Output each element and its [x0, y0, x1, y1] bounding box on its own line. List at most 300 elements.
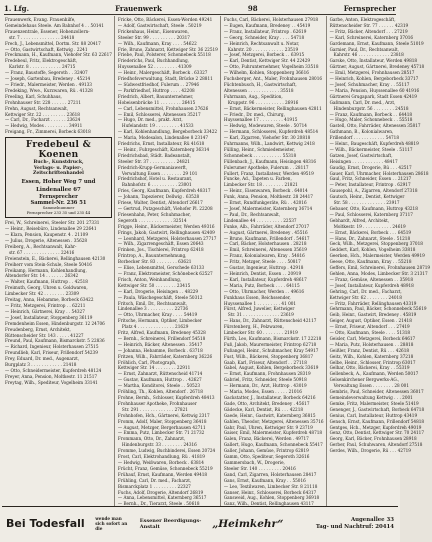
directory-entry: Bismarckplatz 1 . . . . . . . . . 22327	[117, 483, 191, 489]
directory-entry: — Friedr., Dr. med., Chirurg,	[223, 111, 285, 117]
directory-entry: Geitz, Wilh., Kohlen, Katernberg 37218	[329, 353, 414, 359]
directory-entry: Gebauer, Otto, Kaufmann, Huttrop 43218	[329, 206, 418, 211]
directory-entry: Gehlen, Anna, Modes, Limbecker Str. 3 21317	[329, 270, 428, 276]
directory-entry: — Richard, Ingenieur, Holsterhausen 27515	[5, 344, 99, 350]
directory-entry: Gensch, Ernst, Kaufmann, Frillendorf 54818	[329, 418, 425, 424]
directory-entry: Galler, Johann, Gemüse, Frintrop 62819	[223, 448, 309, 454]
directory-entry: — Fritz, Metzger, Steele . . . . 50817	[223, 259, 301, 265]
directory-entry: Geisler, Carl, Metzgerei, Borbeck 64617	[329, 335, 416, 341]
directory-entry: Gelhar, Otto, Bäckerei, Kray . . 55319	[329, 365, 410, 371]
directory-entry: — Peter, Installateur, Frintrop . 62917	[329, 182, 411, 188]
directory-entry: Geffers, Emil, Schreinerei, Frohnhausen 28719	[329, 265, 431, 271]
directory-entry: — Julius, Drogerie, Altenessen . 35628	[5, 238, 88, 244]
directory-entry: Fürth, Leo, Kaufmann, Bismarckstr. 17 22218	[223, 335, 322, 341]
directory-entry: — Paul, Schlosserei, Katernberg 37117	[329, 211, 413, 217]
directory-entry: — Eugen, Kaufmann, Bredeney . . 45419	[223, 22, 311, 28]
directory-entry: Lindenallee 3 . . . . . . . . . . 22736	[117, 306, 188, 312]
directory-entry: — Emil, Schlosserei, Altenessen 35217	[117, 111, 201, 117]
directory-entry: — Maria, Putz, Holsterhausen . . 28818	[329, 341, 414, 347]
directory-entry: Hufelandstr. 19 . . . . . . . . . 41533	[121, 123, 194, 129]
directory-entry: Frey, Eduard, Dr. med., Augenarzt,	[5, 356, 80, 362]
directory-entry: Fredeking, Wwe., Kurzwaren, Rü . 41328	[5, 87, 93, 93]
directory-entry: Kettwiger Str. 62 . . . . . . . . 24018	[329, 294, 402, 300]
directory-entry: Limbecker Str. 60 . . . . . . . . 21919	[223, 330, 298, 336]
directory-entry: Fröhling, Th., Kohlen, Altendorf . 26718	[117, 389, 203, 395]
directory-entry: — Hugo, Maler, Schonnebeck . . 55518	[329, 117, 413, 123]
directory-entry: — Fritz, Metzgerei, Frintrop . . 62211	[5, 303, 86, 308]
directory-entry: — Ernst, Bäckerei, Borbeck . . . 64519	[329, 229, 412, 235]
directory-entry: Frühling, Carl, Dr. med., Facharzt,	[117, 477, 192, 483]
directory-entry: Fritz, Alfred, Kaufmann, Bredeney 45328	[117, 330, 206, 336]
directory-entry: — Ernst, Zahnarzt, Rüttenscheid 41714	[117, 371, 203, 377]
directory-entry: Karlstr. 8 . . . . . . . . . . . . 24715	[9, 64, 76, 70]
directory-entry: Frei, W., Schreinerei, Steeler Str. 201 27331	[5, 220, 100, 226]
directory-entry: Füchtenbusch, H., Gastwirtschaft,	[223, 81, 297, 87]
directory-entry: Geerken, Hch., Malermeister, Werden 49919	[329, 253, 425, 259]
directory-entry: — Johann, Tapezierer, Dellwig . 63528	[117, 194, 200, 200]
directory-entry: Gahlen, Theodor, Metzgerei, Altenessen 35716	[223, 418, 324, 424]
directory-entry: Fricke, Otto, Bäckerei, Essen-Werden 49241	[117, 17, 213, 22]
directory-entry: Gemeindehaus Steele. Am Bahnhof 4 . . 50141	[5, 22, 104, 28]
directory-entry: Limbecker Str. 18 . . . . . . . . 21821	[223, 182, 298, 188]
directory-entry: — Ernst, Friseur, Altendorf . . . 27419	[329, 324, 410, 330]
directory-entry: Friedrichsbad, Städt. Badeanstalt,	[117, 152, 192, 158]
directory-entry: — Gertrud, Putzgeschäft, Viehofer Pl. 22208	[117, 206, 213, 211]
directory-entry: Huyssenallee 17 . . . . . . . . . 41915	[223, 117, 298, 123]
directory-entry: Gautsch, Heinr., Dentist, Kettwiger	[329, 194, 405, 200]
footer-address-line1: Augenallee 33	[350, 517, 394, 524]
directory-entry: — Carl, Lebensmittel, Frohnhausen 27626	[117, 105, 209, 111]
directory-entry: Limbecker Str. 42 . . . . . . . . 23309	[5, 291, 79, 297]
directory-entry: Fritsche, Hermann, Optiker, Limbecker	[117, 318, 202, 324]
directory-entry: Fuchs, Adolf, Drogerie, Altendorf 26819	[117, 489, 204, 495]
directory-entry: Frommann, Otto, Dr., Zahnarzt,	[117, 436, 186, 442]
directory-entry: Gackstatter, J., Installateur, Borbeck 64216	[223, 395, 316, 400]
directory-entry: Gastell, Otto, Fahrräder, Altenessen 35817	[329, 123, 421, 129]
directory-entry: Fries, Georg, Kaufmann, Kupferdreh 48317	[117, 188, 211, 194]
directory-entry: — Johanna, Hebamme, Borbeck . 63718	[117, 347, 203, 353]
directory-entry: Galen, Franz, Bäckerei, Werden . 49717	[223, 436, 309, 442]
directory-entry: Frohnhofen, Hch., Gärtnerei, Kettwig 2317	[117, 412, 210, 418]
directory-entry: Frech, J., Lebensmittel, Dortm. Str. 88 20417	[5, 40, 101, 46]
directory-entry: — Josef, Metzgerei, Borbeck . . 63915	[223, 52, 305, 58]
directory-entry: — Hans, Dr., Zahnarzt, Steele . 51218	[329, 235, 411, 241]
directory-entry: Kahrstr. 20 . . . . . . . . . . . . 23519	[227, 46, 299, 52]
directory-entry: Freienstein, E., Bäckerei, Rellinghausen 42130	[5, 255, 106, 261]
directory-entry: — Franz, Baustoffe, Segeroth . . 32407	[5, 70, 88, 76]
directory-entry: — August, Metzger, Bergerhausen 42711	[117, 424, 206, 430]
directory-entry: Genz, Otto, Dentist, Kettwiger Str. 70 24117	[329, 430, 424, 436]
directory-entry: Gaul, Fritz, Schneider, Essen . . 21217	[329, 176, 412, 182]
directory-entry: Freiherr vom Stein-Schule, Steele 50416	[5, 261, 92, 267]
directory-entry: Gelbe, Heinr., Schlosser, Frintrop 63017	[329, 359, 416, 365]
directory-entry: Funk, Anna, Pension, Moltkestr. 28 24417	[223, 194, 313, 200]
directory-entry: Gaudig, Ernst, Drogerie, Rü . . . 42517	[329, 164, 412, 170]
directory-entry: Freimuth, Georg, Uhren u. Goldwaren,	[5, 285, 88, 291]
directory-entry: Gansweid, Aug., Kohlen, Stoppenberg 36918	[223, 495, 320, 501]
directory-entry: — Georg, Schneider, Kray . . . . 54718	[223, 34, 305, 40]
directory-entry: — Karl, Schreinerei, Katernberg 37016	[329, 34, 414, 40]
directory-entry: — Heinr., Baugeschäft, Kupferdreh 48819	[329, 141, 419, 147]
directory-entry: — Carl, Bäcker, Holsterhausen . 28218	[223, 241, 307, 247]
header-left: 1. Lfg.	[4, 3, 30, 13]
directory-entry: Freigang, Fr., Zimmerei, Borbeck 63018	[5, 129, 91, 135]
directory-entry: Gaiser, Emil, Malermeister, Kupferdreh 48718	[223, 430, 323, 436]
directory-entry: Frauenwerk, Evang. Frauenhilfe,	[5, 17, 76, 22]
directory-entry: — Karl, Kohlenhandlung, Bergeborbeck 33422	[117, 129, 218, 135]
directory-entry: Gammersbach, W., Drogerie,	[223, 459, 285, 465]
directory-entry: — Wilhelm, Kohlen, Stoppenberg 36616	[223, 70, 309, 76]
directory-entry: Freytag, Wilh., Spediteur, Vogelheim 33141	[5, 379, 98, 385]
directory-entry: — Hugo, Dr. med., prakt. Arzt,	[117, 117, 183, 123]
directory-entry: Fürstenberg, H., Pelzwaren,	[223, 324, 284, 330]
footer-brand: „Heimkehr“	[212, 517, 284, 530]
directory-entry: Freiberg, A., Rechtsanwalt, Kahr-	[5, 243, 77, 249]
directory-entry: — Otto, Fuhrunternehmer, Vogelheim 33518	[223, 64, 319, 70]
directory-entry: Funcke, Ad., Tapeten u. Farben,	[223, 176, 292, 182]
directory-entry: — Hedwig, Modewaren, Steele . 50714	[223, 123, 307, 129]
directory-entry: Freitag, Anna, Hebamme, Borbeck 63422	[5, 297, 94, 303]
directory-entry: Fürst, Alfred, Juwelier, Kettwiger	[223, 306, 295, 312]
directory-entry: — Emil, Metzgerei, Frohnhausen 28517	[329, 70, 415, 76]
directory-entry: Frigge, Heinr., Bäckermeister, Werden 49316	[117, 223, 215, 229]
directory-entry: Gade, Otto, Architekt, Bredeney . 45617	[223, 400, 310, 406]
advertisement-fredebeul-koenen	[5, 137, 112, 218]
directory-entry: Friedrich, Albert, Bauunternehmer,	[117, 93, 194, 99]
directory-entry: Kettwiger Str. 22 . . . . . . . . . 23618	[5, 111, 80, 117]
directory-entry: — Anna, Lebensmittel, Katernberg 36517	[117, 495, 207, 501]
directory-entry: — Hedwig, Modes . . . . . . . . . 34911	[5, 123, 83, 129]
directory-entry: — Franz, Kaufmann, Borbeck . . 64418	[329, 111, 413, 117]
directory-entry: Gehrmann, Paul, Bäcker, Schonnebeck 55619	[329, 306, 427, 312]
directory-entry: Frickenhaus, Heinr., Eisenwaren,	[117, 28, 189, 34]
directory-entry: — Wilh., Bäckermeister, Steele . 51117	[329, 146, 413, 152]
directory-entry: — Josef, Malermeister, Katernberg 36714	[223, 206, 313, 211]
directory-entry: — Karl, Zigarren, Viehofer Str. 30 20818	[223, 135, 311, 141]
directory-entry: — Josef, Schuhmacher, Kray . . 55117	[329, 81, 410, 87]
directory-entry: Gaab, Karl, Friseur, Altendorf . . 27118	[223, 359, 307, 365]
directory-entry: — Josef, Installateur, Kupferdreh 48918	[329, 282, 414, 288]
directory-entry: Hindenburgstr. 33 . . . . . . . . 24316	[121, 442, 197, 448]
directory-columns	[2, 16, 431, 507]
directory-entry: Funke, Alb., Fahrräder, Altendorf 27017	[223, 223, 310, 229]
directory-entry: Gathmann, B., Kolonialwaren,	[329, 129, 394, 135]
directory-entry: Gädecke, Karl, Dentist, Rü . . . 42218	[223, 406, 304, 412]
directory-entry: Funkhaus Essen, Reichssender,	[223, 294, 291, 300]
directory-entry: Fromme, Ludwig, Buchbinderei, Essen 20724	[117, 448, 216, 454]
directory-entry: — Paula, Wäschegeschäft, Steele 50312	[117, 294, 203, 300]
directory-entry: Fußangel, Heinr., Schuhmacher, Kray 54917	[223, 347, 319, 353]
directory-entry: — Ernst, Bäckermeister, Rellinghausen 42811	[223, 105, 322, 111]
directory-entry: Schonnebeck . . . . . . . . . . . 55318	[223, 152, 297, 158]
ad-line9: Sammel-Nr. 236 51	[30, 199, 87, 206]
directory-entry: Fuhrmanns, Wilh., Landwirt, Kettwig 2418	[223, 141, 315, 147]
page-number: 98	[247, 3, 258, 13]
directory-entry: — Franz, Installateur, Frintrop . 62619	[223, 28, 307, 34]
column-2	[115, 16, 221, 507]
directory-entry: Gemeindeverwaltung Kettwig . . . 2001	[329, 395, 413, 400]
directory-entry: Frintrop, A., Bauunternehmung,	[117, 253, 187, 259]
directory-entry: Platz 4 . . . . . . . . . . . . . . 21629	[121, 324, 189, 330]
directory-entry: Gallert, Hugo, Kaufmann, Schonnebeck 55417	[223, 442, 323, 448]
directory-entry: — Wilh., Kaufmann, Kray . . . . 54622	[117, 40, 197, 46]
directory-entry: Moltkestr. 19 . . . . . . . . . . . 24619	[333, 223, 406, 229]
directory-entry: — Heinr., Malergeschäft, Borbeck . 63327	[117, 70, 208, 76]
footer-address	[294, 517, 394, 530]
ad-line10: Sammelnummer	[42, 204, 75, 210]
directory-entry: — Elise, Lebensmittel, Gerschede 63133	[117, 265, 205, 271]
directory-entry: — Otto, Schneidermeister, Kupferdreh 48124	[5, 367, 102, 373]
footer-company: Essener Beerdigungs-Anstalt	[139, 517, 202, 530]
directory-entry: Geib, Heinr., Gastwirt, Bredeney . 45819	[329, 312, 417, 318]
directory-entry: — Leonhard, Metzgerei, Holsterhausen 27717	[117, 235, 217, 241]
column-1-entries	[5, 17, 112, 135]
ad-title-line2: Koenen	[38, 150, 79, 161]
directory-entry: Freckmann, H., Kaufmann, Viehofer Str. 63 22617	[5, 52, 112, 58]
directory-entry: Steeler Str. 37 . . . . . . . . . . 24821	[117, 158, 190, 164]
directory-entry: Fröhlich, Carl, Photograph,	[117, 359, 177, 365]
directory-entry: — Heinr., Eisenwaren, Borbeck . 64014	[223, 188, 308, 194]
footer-advertisement	[2, 506, 398, 540]
directory-entry: Friesenhahn, Peter, Schuhmacher,	[117, 211, 191, 217]
directory-entry: Huyssenallee 1 . . . . . . . . . 41 001	[223, 300, 297, 306]
directory-entry: — Leo, Textilwaren, Limbecker Str. 8 21118	[223, 483, 318, 489]
ad-line4: Verlags- u. Papier-,	[33, 165, 84, 171]
directory-entry: Kettwiger Str. 50 . . . . . . . . 23415	[117, 282, 191, 288]
directory-entry: — Franz, Elektromeister, Schönebeck 62527	[117, 270, 213, 276]
directory-entry: Frost, Carl, Elektrohandlung, Rü . 41819	[117, 454, 205, 460]
directory-entry: Fuchs, Carl, Bäckerei, Holsterhausen 27918	[223, 17, 319, 22]
directory-entry: str. 67 . . . . . . . . . . . . . . 22416	[9, 249, 75, 255]
directory-entry: — Bernh., Schreinerei, Frillendorf 54518	[117, 335, 206, 341]
directory-entry: — Heinr., Reisebüro, Lindenallee 29 22641	[5, 226, 97, 232]
directory-entry: Str. 58 . . . . . . . . . . . . . . 23917	[333, 200, 400, 206]
directory-entry: — Hedwig, Weißwaren, Borbeck . 63814	[117, 459, 204, 465]
directory-entry: Gardemann, Ernst, Kaufmann, Steele 51019	[329, 40, 424, 46]
directory-entry: — Franz, Kolonialwaren, Kray . 54816	[223, 253, 305, 259]
directory-entry: Gatzen, Josef, Gastwirtschaft,	[329, 152, 393, 158]
directory-entry: Ganser, Heinr., Schlosserei, Borbeck 64317	[223, 489, 317, 495]
directory-entry: Fromm, Adolf, Maler, Stoppenberg 36418	[117, 418, 207, 424]
footer-address-line2: Tag- und Nachtruf: 20414	[315, 523, 394, 530]
directory-entry: Freundlieb, Karl, Friseur, Frillendorf 54239	[5, 350, 98, 356]
directory-entry: — Otto, Uhrmacher, Werden . . 49616	[223, 288, 305, 294]
directory-entry: — Karl, Dentist, Kettwiger Str. 44 22429	[223, 58, 311, 64]
directory-entry: Geck, Wilh., Metzgerei, Stoppenberg 37018	[329, 241, 423, 247]
directory-entry: Freund, Paul, Kaufmann, Bismarckstr. 5 22836	[5, 338, 105, 344]
directory-entry: Gans, Ernst, Kaufmann, Kray . . 55016	[223, 477, 306, 483]
directory-entry: Friedrichs, Ernst, Installateur, Rü 41618	[117, 141, 205, 147]
directory-entry: Fritzen, Wilh., Fahrräder, Katernberg 36226	[117, 353, 213, 359]
directory-entry: Gahr, Paul, Uhren, Kettwiger Str. 9 23719	[223, 424, 313, 430]
directory-entry: Friedrich-Krupp-Germaniawerft,	[117, 164, 188, 170]
header-center: Frauenwerk	[115, 3, 162, 13]
column-3	[221, 16, 327, 507]
directory-entry: Geddert, Karl, Kohlen, Vogelheim 33818	[329, 247, 416, 253]
directory-entry: — Parkfriedhof, Huttrop . . . . 42208	[117, 87, 195, 93]
directory-entry: — Emma, Putz, Limbecker Str. 71 21732	[117, 430, 205, 436]
directory-entry: Hobeisenbrücke 11 . . . . . . . . 26415	[117, 99, 196, 105]
directory-entry: Fritsch, Emil, Dr., Rechtsanwalt,	[117, 300, 188, 306]
directory-entry: Ganz, Wilh., Dentist, Rellinghausen 43117	[223, 501, 314, 507]
directory-entry: Gehring, Carl, Dr. med., Facharzt,	[329, 288, 402, 294]
directory-entry: Freudenberg, Ernst, Architekt,	[5, 326, 71, 332]
directory-entry: — Ernst, Kaufmann, Frohnhausen 28319	[223, 371, 311, 377]
directory-entry: — Gustav, Ingenieur, Huttrop . 42918	[223, 265, 304, 271]
directory-entry: — Fritz, Fahrräder, Rellinghausen 43319	[329, 300, 417, 306]
directory-entry: Kahrstr. 46 . . . . . . . . . . . . 23818	[333, 52, 404, 58]
directory-entry: Gaßmann, Carl, Dr. med., Arzt,	[329, 99, 396, 105]
directory-entry: Segeroth . . . . . . . . . . . . . 32514	[117, 217, 187, 223]
directory-entry: — Wilh., Zigarrengeschäft, Essen 20643	[117, 241, 204, 247]
footer-small-text: wende man sich sofort an die	[95, 516, 128, 531]
directory-entry: Gaede, Heinr., Gastwirt, Katernberg 36815	[223, 412, 316, 418]
directory-entry: Garnier, Paul, Dr., Rechtsanwalt,	[329, 46, 399, 52]
directory-entry: Fust, Wilh., Bäckerei, Stoppenberg 36817	[223, 353, 314, 359]
directory-entry: Str. 291 . . . . . . . . . . . . . 27821	[121, 406, 188, 412]
directory-entry: Gerdes, Wilh., Drogerie, Rü . . . 42719	[329, 448, 411, 454]
directory-entry: Verwaltung Essen . . . . . . . . 28 001	[333, 383, 410, 389]
directory-entry: — Heinrich, Dentist, Essen . . 20919	[223, 270, 302, 276]
directory-entry: Gand, Carl, Zigarren, Holsterhausen 28417	[223, 471, 317, 477]
ad-line7: Lindenallee 67	[36, 187, 81, 194]
directory-entry: Genenger, J., Gastwirtschaft, Borbeck 64718	[329, 406, 425, 412]
page-header	[4, 2, 396, 15]
directory-entry: Geiger, August, Optiker, Essen . 21418	[329, 318, 412, 324]
directory-entry: Frinken, Jos., Tischlerei, Frintrop 62418	[117, 247, 204, 253]
directory-entry: Füllenbach, J., Kaufmann, Heisingen 48316	[223, 158, 317, 164]
directory-entry: Friebe, Paul, Polsterer, Schonnebeck 55118	[117, 52, 211, 58]
directory-entry: Kettwiger Str. 14 . . . . . . . . 22911	[117, 365, 191, 371]
directory-entry: Frillendorf . . . . . . . . . . . . 54718	[329, 135, 400, 141]
directory-entry: Gerber, Paul, Schuhwaren, Altendorf 27518	[329, 442, 423, 448]
directory-entry: Gembris, Paul, Schneider, Altenessen 36017	[329, 389, 424, 395]
directory-entry: — Paul, Dr., Rechtsanwalt,	[223, 211, 281, 217]
directory-entry: Garbe, Anton, Elektrogeschäft,	[329, 17, 396, 22]
directory-entry: Frücht, Franz, Gemüse, Schonnebeck 55219	[117, 465, 213, 471]
directory-entry: Gelsenkirchener Bergwerks-AG.,	[329, 377, 400, 383]
directory-entry: — Martha, Konditorei, Steele . . 50523	[117, 383, 201, 389]
directory-entry: — Carl, Dr., Facharzt . . . . . . 23624	[5, 117, 81, 123]
directory-entry: — Heinrich, Bäcker, Altenessen . 35417	[117, 341, 203, 347]
directory-entry: — Joseph, Gartenbau, Bredeney . 45214	[5, 76, 91, 82]
directory-entry: — Hermann, Schlosserei, Kupferdreh 48514	[223, 129, 318, 135]
directory-entry: Fülling, Heinr., Schmiedemeister,	[223, 146, 296, 152]
directory-entry: Freeling, Karl, Schuhhaus,	[5, 93, 62, 99]
directory-entry: — Karl, Installateur, Kupferdreh 48617	[223, 276, 307, 282]
directory-entry: — Maria, Modes, Essen . . . . . 21016	[223, 389, 302, 395]
directory-entry: Burgplatz 3 . . . . . . . . . . . . 21418	[5, 362, 77, 368]
ad-line3: Buch-, Kunstdruck,	[33, 160, 84, 166]
directory-entry: Georg, Karl, Bäcker, Frohnhausen 28918	[329, 436, 417, 442]
directory-entry: — Bernh., Dr., Tierarzt, Steele . 50618	[117, 501, 200, 507]
directory-entry: Friedhofsverwaltung, Stadt, Brücke 2 28811	[117, 76, 213, 82]
directory-entry: — Heinr., Fuhrgeschäft, Katernberg 36314	[117, 146, 210, 152]
directory-entry: Frohnhauser Str. 228 . . . . . . 27211	[5, 99, 82, 105]
ad-line8: Fernsprecher	[39, 193, 78, 200]
header-right: Fernsprecher	[343, 3, 396, 13]
ad-line6: Essen, Hoher Weg 7 und	[21, 178, 96, 185]
directory-entry: str. 7 . . . . . . . . . . . . . . . 24418	[9, 34, 75, 40]
directory-entry: Fredebeul, Fritz, Elektrogeschäft,	[5, 58, 78, 64]
directory-entry: Gamm, Otto, Spediteur, Segeroth 32616	[223, 454, 310, 460]
directory-entry: — Franz, Gemüse, Altenessen . . 35918	[329, 276, 413, 282]
directory-entry: — Maria, Putz, Borbeck . . . . 64115	[223, 282, 300, 288]
directory-entry: Geißler, Franz, Dentist, Rü . . . 42618	[329, 347, 410, 353]
directory-entry: — Emil, Schreinerei, Altenessen 35619	[223, 247, 307, 253]
directory-entry: Fuß, Jakob, Maurermeister, Frintrop 62718	[223, 341, 317, 347]
directory-entry: — Hermann, Dr., Arzt, Huttrop . 43019	[223, 383, 307, 389]
directory-entry: — Heinrich, Kohlen, Bergeborbeck 33717	[329, 76, 419, 82]
directory-entry: Frehn, August, Rechtsanwalt,	[5, 105, 69, 111]
directory-entry: Altenessen . . . . . . . . . . . . 35518	[223, 87, 294, 93]
directory-entry: — Walter, Kaufmann, Huttrop . . 42518	[5, 279, 88, 285]
directory-entry: — Maria, Modesalon, Lindenallee 8 23147	[117, 135, 209, 141]
directory-entry: Gebhardt, Alfred, Architekt,	[329, 217, 390, 223]
directory-entry: — Otto, Gastwirtschaft, Kettwig . 2241	[5, 46, 88, 52]
directory-entry: — Friedr., Malermeister, Werden . 49133	[5, 81, 92, 87]
ad-line5: Zeitschriftenhandel	[32, 171, 84, 177]
directory-entry: Gemke, Fritz, Malermeister, Steele 51419	[329, 400, 419, 406]
directory-entry: Garske, Otto, Installateur, Werden 49818	[329, 58, 418, 64]
directory-entry: Gärtner, August, Gärtnerei, Bredeney 45718	[329, 64, 425, 70]
directory-entry: Gabriel, Fritz, Schneider, Steele 50918	[223, 377, 307, 383]
directory-entry: Fullert, Franz, Installateur, Werden 49519	[223, 170, 314, 176]
directory-entry: — Otto, Kaufmann, Steele . . . . 51318	[329, 330, 411, 336]
ad-line11: Fernsprecher 233 35 und 235 44	[26, 209, 91, 215]
directory-entry: Gärtnerei Grugapark, Stadt Essen 42419	[329, 93, 417, 99]
column-1	[2, 16, 115, 507]
directory-entry: — Maria, Pension, Huyssenallee 60 41916	[329, 87, 420, 93]
directory-entry: Rüttenscheider Str. 143 . . . . . 41227	[5, 332, 84, 338]
directory-entry: — Südwestfriedhof, Fulerum . . 27946	[117, 81, 199, 87]
directory-entry: — Karl, Drogerie, Heisingen . . 48229	[117, 288, 199, 294]
directory-entry: Gabel, August, Kohlen, Bergeborbeck 33619	[223, 365, 319, 371]
directory-entry: — Adolf, Gastwirtschaft, Steele . 50219	[117, 22, 202, 28]
directory-entry: — Heinrich, Rechtsanwalt u. Notar,	[223, 40, 300, 46]
directory-entry: Frohne, Bernh., Schlosser, Kupferdreh 48413	[117, 395, 215, 400]
directory-entry: — Heinrich, Gärtnerei, Kray . . 54327	[5, 308, 85, 314]
directory-entry: Freyer, Anna, Pension, Moltkestr. 11 21517	[5, 373, 98, 379]
footer-headline: Bei Todesfall	[6, 517, 85, 530]
directory-entry: — Fritz, Bäcker, Altendorf . . . 27219	[329, 28, 408, 34]
directory-entry: Fuchsberger, Ant., Maler, Frohnhausen 28016	[223, 76, 323, 82]
directory-entry: Bahnhofstr. 6 . . . . . . . . . . 23001	[121, 182, 192, 188]
column-4	[327, 16, 432, 507]
directory-entry: Steeler Str. 140 . . . . . . . . . 20416	[223, 465, 296, 471]
directory-entry: Rüttenscheider Str. 77 . . . . . . 42319	[329, 22, 409, 28]
directory-entry: Verwaltung Essen . . . . . . . . 29 101	[121, 170, 198, 176]
directory-entry: — Klara, Pension, Kaupenstr. 4 . 21109	[5, 232, 89, 238]
directory-entry: Gausepohl, A., Zigarren, Altendorf 27318	[329, 188, 418, 194]
directory-entry: Str. 31 . . . . . . . . . . . . . . 23619	[227, 312, 294, 318]
directory-entry: — Bruno, Kaufmann, Frillendorf . 54617	[223, 235, 310, 241]
directory-entry: Lindenallee 44 . . . . . . . . . . 22537	[223, 217, 297, 223]
directory-entry: Friederichs, Paul, Buchhandlung,	[117, 58, 189, 64]
directory-entry: Frisch, Anton, Weinhandlung,	[117, 276, 182, 282]
directory-entry: Frauenzentrale, Essener, Hohenzollern-	[5, 28, 90, 34]
directory-entry: Frühauf, Ernst, Kaufmann, Werden 49418	[117, 471, 208, 477]
directory-entry: Friese, Walter, Dentist, Altendorf 26617	[117, 200, 203, 206]
directory-entry: Hindenburgstr. 56 . . . . . . . . 24518	[333, 105, 409, 111]
directory-entry: Freikamp, Hermann, Kohlenhandlung,	[5, 267, 87, 273]
directory-entry: Fulerumer Apotheke, Fulerum . . 28117	[223, 164, 309, 170]
directory-entry: Altendorfer Str. 14 . . . . . . . 26342	[5, 273, 79, 279]
directory-entry: Huyssenallee 52 . . . . . . . . . 41309	[117, 64, 192, 70]
directory-entry: Kruppstr. 96 . . . . . . . . . . . 26916	[227, 99, 299, 105]
directory-entry: Genius, Carl, Installateur, Huttrop 43419	[329, 412, 418, 418]
directory-entry: Gauer, Karl, Uhrmacher, Holsterhausen 28618	[329, 170, 429, 176]
